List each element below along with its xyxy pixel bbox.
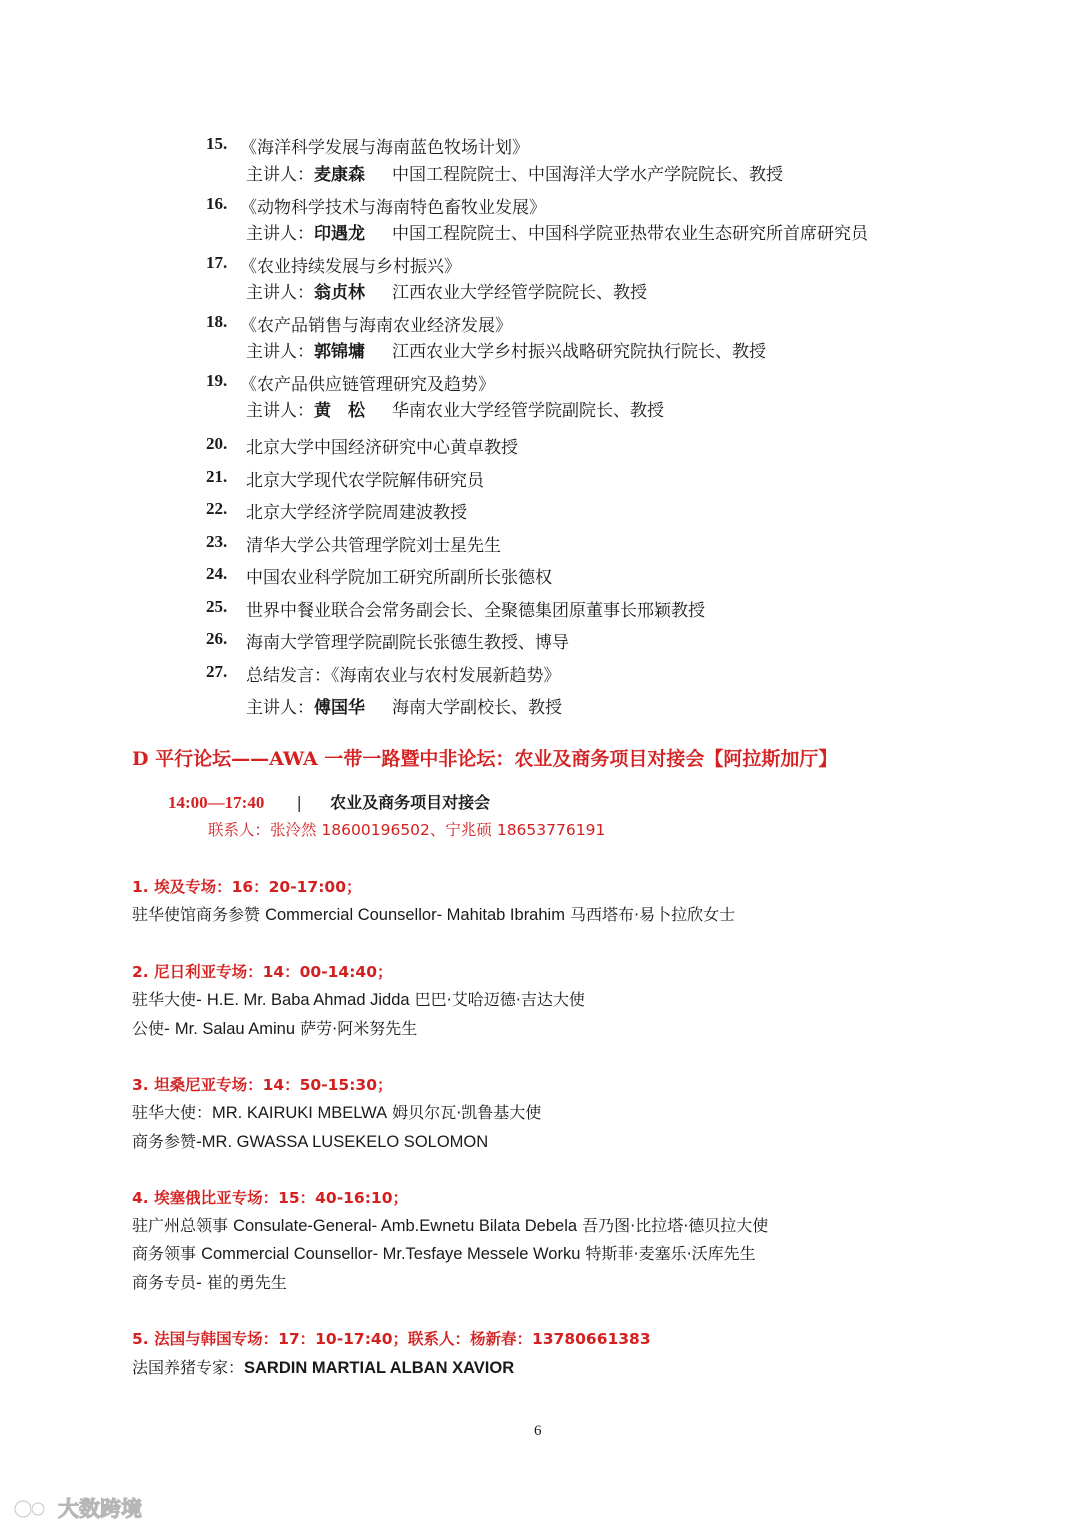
item-number: 24.	[206, 564, 228, 583]
speaker-title: 华南农业大学经管学院副院长、教授	[392, 401, 664, 421]
item-number: 16.	[206, 194, 228, 213]
item-text: 北京大学经济学院周建波教授	[246, 503, 467, 523]
speaker-line	[246, 337, 766, 362]
weibo-logo-icon	[10, 1497, 52, 1519]
speaker-label: 主讲人：	[246, 342, 314, 362]
item-number: 17.	[206, 253, 228, 272]
item-title: 《农产品供应链管理研究及趋势》	[240, 375, 495, 395]
delegate-line: 商务专员- 崔的勇先生	[132, 1273, 287, 1292]
speaker-line	[246, 396, 664, 421]
speaker-label: 主讲人：	[246, 698, 314, 718]
page-number: 6	[534, 1423, 542, 1439]
speaker-name: 傅国华	[314, 698, 365, 718]
speaker-title: 中国工程院院士、中国海洋大学水产学院院长、教授	[392, 165, 783, 185]
speaker-title: 海南大学副校长、教授	[392, 698, 562, 718]
speaker-name: 麦康森	[314, 165, 365, 185]
speaker-line	[246, 219, 868, 244]
speaker-line	[246, 693, 562, 718]
forum-contact: 联系人：张泠然 18600196502、宁兆硕 18653776191	[208, 821, 606, 839]
item-title: 《农产品销售与海南农业经济发展》	[240, 316, 512, 336]
speaker-name: 郭锦墉	[314, 342, 365, 362]
section-heading: 1. 埃及专场：16：20-17:00；	[132, 878, 362, 896]
item-number: 25.	[206, 597, 228, 616]
item-number: 20.	[206, 434, 228, 453]
delegate-line: 商务参赞-MR. GWASSA LUSEKELO SOLOMON	[132, 1132, 489, 1151]
speaker-name: 翁贞林	[314, 283, 365, 303]
item-number: 23.	[206, 532, 228, 551]
item-number: 22.	[206, 499, 228, 518]
item-title: 《动物科学技术与海南特色畜牧业发展》	[240, 198, 546, 218]
forum-separator: |	[296, 793, 302, 812]
speaker-label: 主讲人：	[246, 224, 314, 244]
speaker-label: 主讲人：	[246, 283, 314, 303]
item-number: 21.	[206, 467, 228, 486]
item-text: 清华大学公共管理学院刘士星先生	[246, 536, 501, 556]
section-heading: 2. 尼日利亚专场：14：00-14:40；	[132, 963, 393, 981]
item-text: 北京大学现代农学院解伟研究员	[246, 471, 484, 491]
speaker-name: 印遇龙	[314, 224, 365, 244]
delegate-line: 驻华大使：MR. KAIRUKI MBELWA 姆贝尔瓦·凯鲁基大使	[132, 1103, 542, 1122]
item-text: 中国农业科学院加工研究所副所长张德权	[246, 568, 552, 588]
delegate-line: 商务领事 Commercial Counsellor- Mr.Tesfaye Messele Worku 特斯菲·麦塞乐·沃库先生	[132, 1244, 756, 1263]
speaker-line	[246, 160, 783, 185]
item-number: 19.	[206, 371, 228, 390]
section-heading: 4. 埃塞俄比亚专场：15：40-16:10；	[132, 1189, 408, 1207]
speaker-name: 黄 松	[314, 401, 365, 421]
section-heading: 3. 坦桑尼亚专场：14：50-15:30；	[132, 1076, 393, 1094]
delegate-line: 公使- Mr. Salau Aminu 萨劳·阿米努先生	[132, 1019, 418, 1038]
delegate-line: 驻广州总领事 Consulate-General- Amb.Ewnetu Bilata Debela 吾乃图·比拉塔·德贝拉大使	[132, 1216, 769, 1235]
delegate-line: 驻华使馆商务参赞 Commercial Counsellor- Mahitab Ibrahim 马西塔布·易卜拉欣女士	[132, 905, 736, 924]
item-number: 26.	[206, 629, 228, 648]
speaker-label: 主讲人：	[246, 165, 314, 185]
item-text: 世界中餐业联合会常务副会长、全聚德集团原董事长邢颖教授	[246, 601, 705, 621]
forum-time: 14:00—17:40	[168, 793, 265, 812]
item-title: 《农业持续发展与乡村振兴》	[240, 257, 461, 277]
item-number: 15.	[206, 134, 228, 153]
forum-session: 农业及商务项目对接会	[330, 793, 491, 812]
watermark-text: 大数跨境	[58, 1497, 142, 1521]
section-heading: 5. 法国与韩国专场：17：10-17:40；联系人：杨新春：13780661383	[132, 1330, 651, 1348]
item-text: 海南大学管理学院副院长张德生教授、博导	[246, 633, 569, 653]
item-number: 18.	[206, 312, 228, 331]
forum-title: D 平行论坛——AWA 一带一路暨中非论坛：农业及商务项目对接会【阿拉斯加厅】	[132, 748, 838, 770]
speaker-title: 江西农业大学乡村振兴战略研究院执行院长、教授	[392, 342, 766, 362]
delegate-line: 法国养猪专家：SARDIN MARTIAL ALBAN XAVIOR	[132, 1358, 515, 1377]
forum-schedule	[168, 790, 490, 813]
watermark	[10, 1493, 142, 1523]
speaker-title: 江西农业大学经管学院院长、教授	[392, 283, 647, 303]
delegate-line: 驻华大使- H.E. Mr. Baba Ahmad Jidda 巴巴·艾哈迈德·吉达大使	[132, 990, 585, 1009]
speaker-line	[246, 278, 647, 303]
item-text: 北京大学中国经济研究中心黄卓教授	[246, 438, 518, 458]
item-title: 总结发言：《海南农业与农村发展新趋势》	[246, 666, 561, 686]
item-title: 《海洋科学发展与海南蓝色牧场计划》	[240, 138, 529, 158]
speaker-title: 中国工程院院士、中国科学院亚热带农业生态研究所首席研究员	[392, 224, 868, 244]
item-number: 27.	[206, 662, 228, 681]
speaker-label: 主讲人：	[246, 401, 314, 421]
